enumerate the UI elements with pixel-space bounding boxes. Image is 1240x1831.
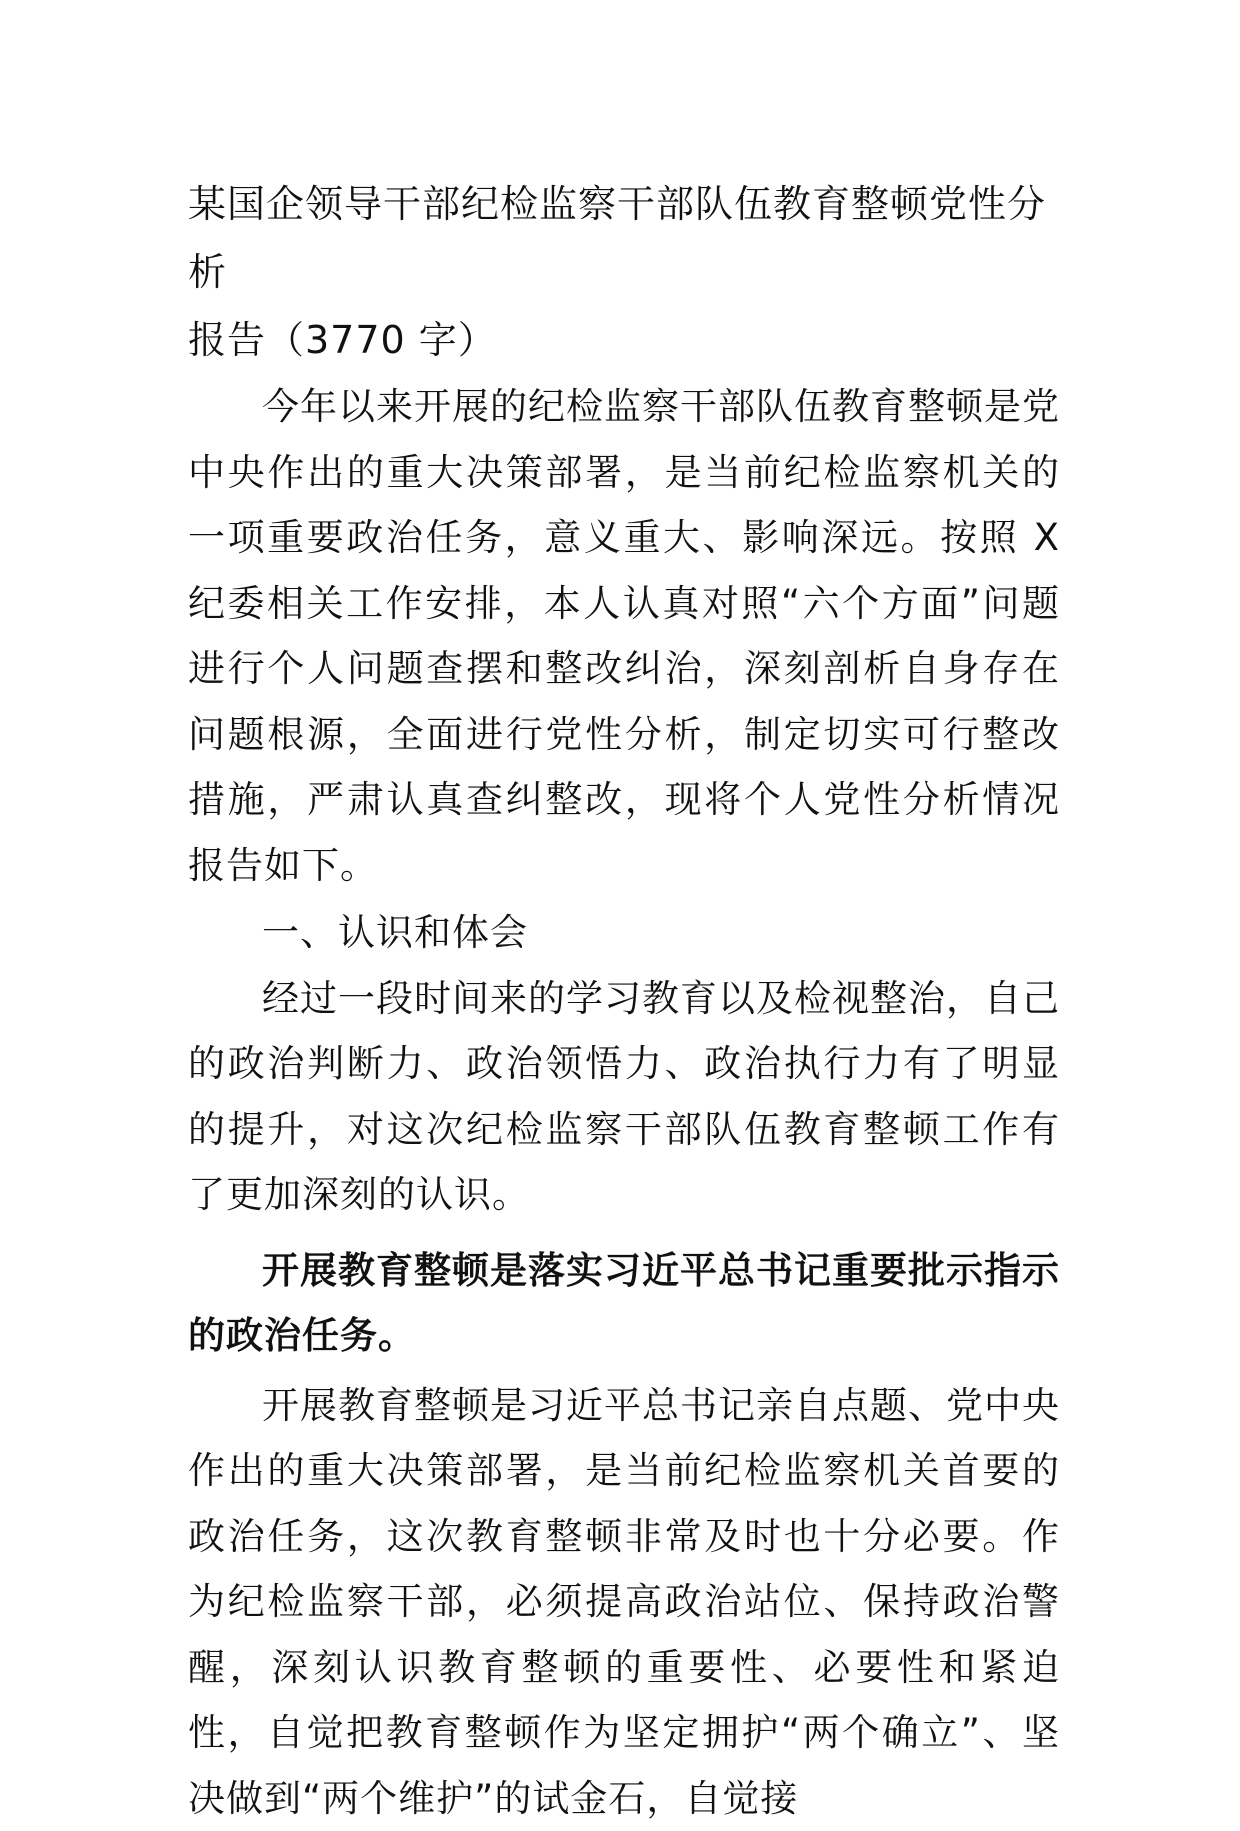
section-body-paragraph: 经过一段时间来的学习教育以及检视整治，自己的政治判断力、政治领悟力、政治执行力有了明显的提升，对这次纪检监察干部队伍教育整顿工作有了更加深刻的认识。	[188, 966, 1060, 1228]
bold-subheading: 开展教育整顿是落实习近平总书记重要批示指示的政治任务。	[188, 1238, 1060, 1369]
document-page	[188, 170, 1060, 1831]
intro-paragraph: 今年以来开展的纪检监察干部队伍教育整顿是党中央作出的重大决策部署，是当前纪检监察机关的一项重要政治任务，意义重大、影响深远。按照 X 纪委相关工作安排，本人认真对照“六个方面”问题进行个人问题查摆和整改纠治，深刻剖析自身存在问题根源，全面进行党性分析，制定切实可行整改措施，严肃认真查纠整改，现将个人党性分析情况报告如下。	[188, 374, 1060, 898]
document-title: 某国企领导干部纪检监察干部队伍教育整顿党性分析 报告（3770 字）	[188, 170, 1060, 374]
section-heading: 一、认识和体会	[188, 900, 1060, 966]
subheading-body-paragraph: 开展教育整顿是习近平总书记亲自点题、党中央作出的重大决策部署，是当前纪检监察机关首要的政治任务，这次教育整顿非常及时也十分必要。作为纪检监察干部，必须提高政治站位、保持政治警醒，深刻认识教育整顿的重要性、必要性和紧迫性，自觉把教育整顿作为坚定拥护“两个确立”、坚决做到“两个维护”的试金石，自觉接	[188, 1373, 1060, 1831]
